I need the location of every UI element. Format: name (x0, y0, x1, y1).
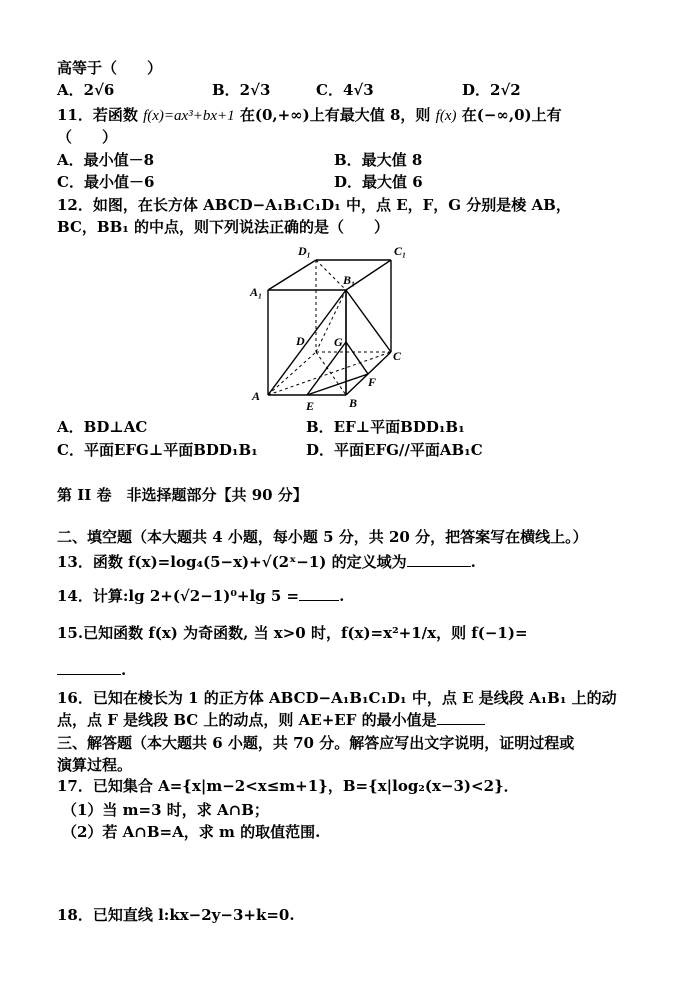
q12-line1: 12．如图，在长方体 ABCD−A₁B₁C₁D₁ 中，点 E，F，G 分别是棱 AB， (57, 196, 571, 214)
q11-stem (57, 105, 562, 126)
cuboid-figure (246, 240, 426, 412)
q11-option-c: C．最小值－6 (57, 173, 155, 191)
q16-line2 (57, 710, 485, 730)
q16-line1: 16．已知在棱长为 1 的正方体 ABCD−A₁B₁C₁D₁ 中，点 E 是线段 A₁B₁ 上的动 (57, 689, 617, 707)
q10-option-d: D．2√2 (462, 81, 521, 99)
q11-paren: （ ） (57, 128, 118, 146)
q11-option-d: D．最大值 6 (334, 173, 423, 191)
q15-end: . (121, 661, 127, 679)
q12-option-c: C．平面EFG⊥平面BDD₁B₁ (57, 441, 258, 459)
q11-stem-part1: 11．若函数 (57, 106, 138, 124)
label-C: C (393, 349, 402, 363)
q14-end: . (339, 587, 345, 605)
label-D: D (296, 334, 305, 348)
label-B1: B₁ (343, 273, 356, 287)
q12-option-d: D．平面EFG//平面AB₁C (306, 441, 483, 459)
q11-option-a: A．最小值－8 (57, 151, 155, 169)
part2-heading: 第 II 卷 非选择题部分【共 90 分】 (57, 486, 308, 504)
q17-sub1: （1）当 m=3 时，求 A∩B； (62, 801, 269, 819)
section3-line1: 三、解答题（本大题共 6 小题，共 70 分。解答应写出文字说明，证明过程或 (57, 734, 575, 752)
label-F: F (368, 375, 377, 389)
q16-line2-text: 点，点 F 是线段 BC 上的动点，则 AE+EF 的最小值是 (57, 711, 437, 729)
q13-answer-blank (407, 552, 471, 567)
q12-option-a: A．BD⊥AC (57, 418, 148, 436)
q17-sub2: （2）若 A∩B=A，求 m 的取值范围. (62, 823, 321, 841)
q11-func: f(x)=ax³+bx+1 (143, 108, 235, 124)
q11-func-ref: f(x) (435, 108, 457, 124)
q15-answer-blank (57, 660, 121, 675)
q13-text: 13．函数 f(x)=log₄(5−x)+√(2ˣ−1) 的定义域为 (57, 553, 407, 571)
q10-option-c: C．4√3 (316, 81, 374, 99)
label-A1: A₁ (250, 285, 263, 299)
q18-stem: 18．已知直线 l:kx−2y−3+k=0. (57, 906, 295, 924)
q14 (57, 586, 344, 606)
section2-heading: 二、填空题（本大题共 4 小题，每小题 5 分，共 20 分，把答案写在横线上。） (57, 528, 588, 546)
label-B: B (349, 396, 358, 410)
section3-line2: 演算过程。 (57, 756, 133, 774)
q11-stem-part2: 在(0,+∞)上有最大值 8，则 (239, 106, 431, 124)
q11-option-b: B．最大值 8 (334, 151, 423, 169)
q10-option-a: A．2√6 (57, 81, 115, 99)
label-G: G (334, 335, 343, 349)
q13-end: . (470, 553, 476, 571)
q10-tail: 高等于（ ） (57, 59, 163, 77)
q17-stem: 17．已知集合 A={x|m−2<x≤m+1}，B={x|log₂(x−3)<2}． (57, 777, 519, 795)
q14-answer-blank (299, 586, 339, 601)
label-E: E (306, 399, 315, 412)
q13 (57, 552, 476, 572)
q15-text: 15.已知函数 f(x) 为奇函数, 当 x>0 时，f(x)=x²+1/x，则 f(−1)= (57, 624, 528, 642)
label-D1: D₁ (298, 244, 311, 258)
q15 (57, 623, 528, 643)
q14-text: 14．计算:lg 2+(√2−1)⁰+lg 5 = (57, 587, 300, 605)
q15-blank-line (57, 660, 126, 680)
q12-line2: BC，BB₁ 的中点，则下列说法正确的是（ ） (57, 218, 390, 236)
q12-option-b: B．EF⊥平面BDD₁B₁ (306, 418, 465, 436)
q16-answer-blank (437, 710, 485, 725)
label-C1: C₁ (394, 244, 407, 258)
q11-stem-part3: 在(−∞,0)上有 (461, 106, 562, 124)
q10-option-b: B．2√3 (212, 81, 271, 99)
label-A: A (252, 389, 261, 403)
